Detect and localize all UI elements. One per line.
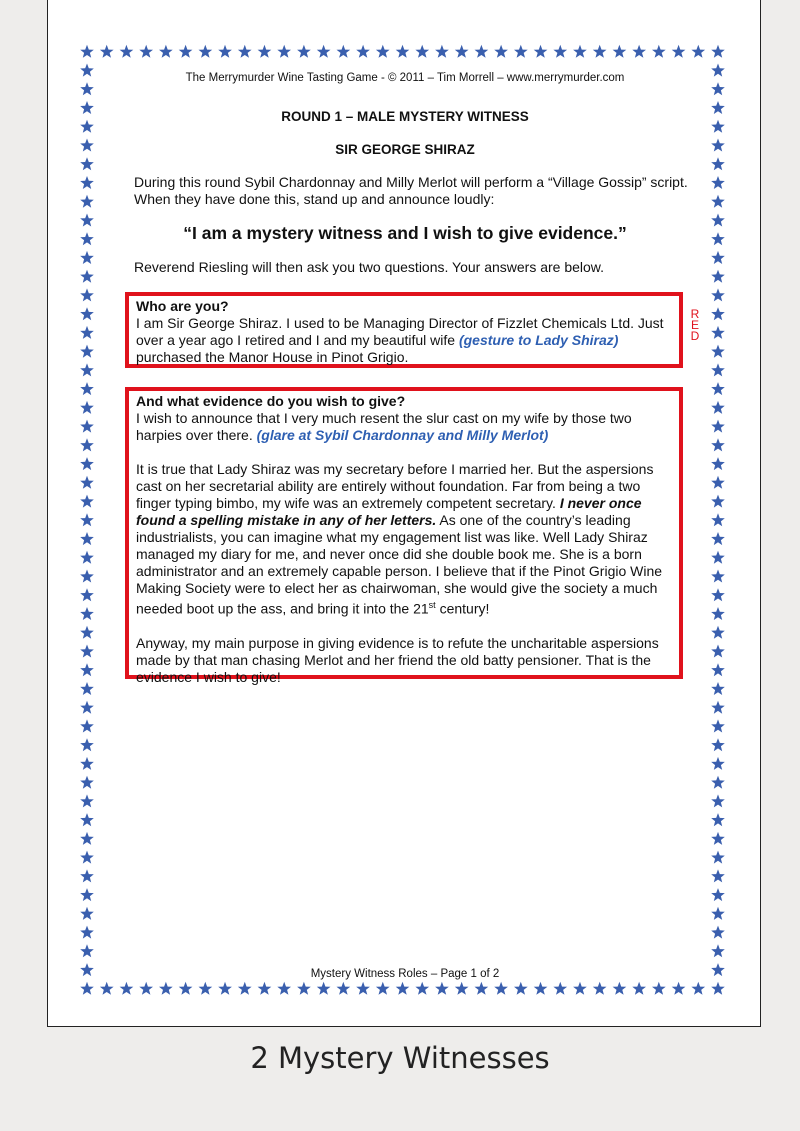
star-icon xyxy=(711,195,725,208)
star-icon xyxy=(711,701,725,714)
star-icon xyxy=(672,45,686,58)
star-icon xyxy=(672,982,686,995)
star-icon xyxy=(80,476,94,489)
star-icon xyxy=(356,982,370,995)
star-icon xyxy=(711,645,725,658)
star-icon xyxy=(80,907,94,920)
star-icon xyxy=(277,45,291,58)
star-icon xyxy=(396,45,410,58)
answer-who-are-you xyxy=(136,315,672,366)
star-icon xyxy=(80,513,94,526)
stage-direction: (glare at Sybil Chardonnay and Milly Merlot) xyxy=(256,427,549,443)
caption: 2 Mystery Witnesses xyxy=(250,1041,550,1075)
star-icon xyxy=(80,382,94,395)
star-icon xyxy=(297,982,311,995)
star-icon xyxy=(711,907,725,920)
star-icon xyxy=(356,45,370,58)
stage-direction: (gesture to Lady Shiraz) xyxy=(458,332,619,348)
star-icon xyxy=(80,345,94,358)
star-icon xyxy=(80,776,94,789)
star-icon xyxy=(553,45,567,58)
star-icon xyxy=(80,626,94,639)
star-icon xyxy=(80,251,94,264)
answer-text-end: purchased the Manor House in Pinot Grigio. xyxy=(136,349,409,365)
star-icon xyxy=(711,307,725,320)
star-icon xyxy=(199,982,213,995)
star-icon xyxy=(711,776,725,789)
star-icon xyxy=(376,45,390,58)
star-icon xyxy=(711,438,725,451)
star-icon xyxy=(80,588,94,601)
star-icon xyxy=(80,532,94,545)
star-icon xyxy=(415,982,429,995)
intro-paragraph: During this round Sybil Chardonnay and Milly Merlot will perform a “Village Gossip” script. When they have done this, stand up and announce loudly: xyxy=(134,174,688,207)
star-icon xyxy=(711,682,725,695)
star-icon xyxy=(711,45,725,58)
star-icon xyxy=(573,45,587,58)
star-icon xyxy=(179,982,193,995)
emphasis-text: I never once found a spelling mistake in any of her letters. xyxy=(136,495,642,528)
star-icon xyxy=(337,982,351,995)
star-icon xyxy=(80,757,94,770)
evidence-paragraph-2 xyxy=(136,461,672,618)
star-icon xyxy=(711,794,725,807)
round-title: ROUND 1 – MALE MYSTERY WITNESS xyxy=(281,109,529,124)
star-icon xyxy=(396,982,410,995)
evidence-text: It is true that Lady Shiraz was my secretary before I married her. But the aspersions cast on her secretarial ability are entirely without foundation. Far from being a two finger typing bimbo, my wife was an extremely competent secretary. xyxy=(136,461,654,511)
announcement-line: “I am a mystery witness and I wish to give evidence.” xyxy=(183,223,627,243)
star-icon xyxy=(80,288,94,301)
document-page xyxy=(47,0,761,1027)
star-icon xyxy=(80,551,94,564)
red-tag-letter: D xyxy=(690,329,700,343)
answer-text: I am Sir George Shiraz. I used to be Managing Director of Fizzlet Chemicals Ltd. Just over a year ago I retired and I and my beautiful wife xyxy=(136,315,664,348)
star-icon xyxy=(80,495,94,508)
star-icon xyxy=(80,869,94,882)
star-icon xyxy=(652,982,666,995)
star-icon xyxy=(613,982,627,995)
page-footer: Mystery Witness Roles – Page 1 of 2 xyxy=(310,968,500,980)
star-icon xyxy=(711,926,725,939)
red-tag-letter: E xyxy=(690,318,699,332)
star-icon xyxy=(494,45,508,58)
star-icon xyxy=(711,588,725,601)
star-icon xyxy=(475,982,489,995)
star-icon xyxy=(80,82,94,95)
star-icon xyxy=(613,45,627,58)
star-icon xyxy=(80,832,94,845)
star-icon xyxy=(120,45,134,58)
star-icon xyxy=(258,982,272,995)
star-icon xyxy=(494,982,508,995)
star-icon xyxy=(159,45,173,58)
star-icon xyxy=(435,982,449,995)
star-icon xyxy=(80,719,94,732)
star-icon xyxy=(258,45,272,58)
evidence-text: century! xyxy=(435,600,490,617)
star-icon xyxy=(711,813,725,826)
star-icon xyxy=(80,982,94,995)
star-icon xyxy=(573,982,587,995)
star-icon xyxy=(711,457,725,470)
star-icon xyxy=(553,982,567,995)
star-icon xyxy=(80,45,94,58)
star-icon xyxy=(711,869,725,882)
star-icon xyxy=(711,607,725,620)
star-icon xyxy=(711,82,725,95)
star-icon xyxy=(711,982,725,995)
star-icon xyxy=(711,551,725,564)
star-icon xyxy=(80,401,94,414)
star-icon xyxy=(317,45,331,58)
star-icon xyxy=(100,45,114,58)
star-icon xyxy=(80,663,94,676)
star-icon xyxy=(711,382,725,395)
star-icon xyxy=(80,176,94,189)
star-icon xyxy=(80,645,94,658)
star-icon xyxy=(80,363,94,376)
star-icon xyxy=(80,682,94,695)
character-name: SIR GEORGE SHIRAZ xyxy=(335,142,475,157)
star-icon xyxy=(711,532,725,545)
star-icon xyxy=(711,326,725,339)
star-icon xyxy=(435,45,449,58)
question-evidence: And what evidence do you wish to give? xyxy=(136,393,406,409)
star-icon xyxy=(691,45,705,58)
star-icon xyxy=(80,813,94,826)
evidence-box xyxy=(125,387,683,685)
star-icon xyxy=(80,888,94,901)
answers-intro: Reverend Riesling will then ask you two questions. Your answers are below. xyxy=(134,259,605,275)
star-icon xyxy=(376,982,390,995)
star-icon xyxy=(415,45,429,58)
superscript: st xyxy=(428,600,436,610)
star-icon xyxy=(711,495,725,508)
star-icon xyxy=(80,926,94,939)
star-icon xyxy=(337,45,351,58)
star-icon xyxy=(139,45,153,58)
star-icon xyxy=(120,982,134,995)
star-icon xyxy=(80,701,94,714)
star-icon xyxy=(711,251,725,264)
star-icon xyxy=(80,195,94,208)
star-icon xyxy=(632,982,646,995)
star-icon xyxy=(80,607,94,620)
star-icon xyxy=(534,45,548,58)
star-icon xyxy=(593,982,607,995)
who-are-you-box xyxy=(125,292,683,368)
star-icon xyxy=(199,45,213,58)
evidence-text: I wish to announce that I very much resent the slur cast on my wife by those two harpies over there. xyxy=(136,410,632,443)
star-icon xyxy=(80,457,94,470)
star-icon xyxy=(514,982,528,995)
star-icon xyxy=(711,176,725,189)
star-icon xyxy=(80,307,94,320)
star-icon xyxy=(277,982,291,995)
page-header: The Merrymurder Wine Tasting Game - © 2011 – Tim Morrell – www.merrymurder.com xyxy=(185,72,625,84)
star-icon xyxy=(179,45,193,58)
evidence-text: As one of the country’s leading industrialists, you can imagine what my engagement list was like. Well Lady Shiraz managed my diary for me, and never once did she double book me. She is a born administrator and an extremely capable person. I believe that if the Pinot Grigio Wine Making Society were to elect her as chairwoman, she would give the society a much needed boot up the ass, and bring it into the 21 xyxy=(136,512,663,617)
star-icon xyxy=(711,851,725,864)
star-icon xyxy=(711,626,725,639)
star-icon xyxy=(711,476,725,489)
star-icon xyxy=(80,157,94,170)
evidence-paragraph-3: Anyway, my main purpose in giving evidence is to refute the uncharitable aspersions made by that man chasing Merlot and her friend the old batty pensioner. That is the evidence I wish to give! xyxy=(136,634,659,685)
star-icon xyxy=(80,738,94,751)
star-icon xyxy=(297,45,311,58)
star-icon xyxy=(455,982,469,995)
star-icon xyxy=(80,944,94,957)
star-icon xyxy=(711,420,725,433)
star-icon xyxy=(711,345,725,358)
star-icon xyxy=(80,851,94,864)
star-icon xyxy=(711,663,725,676)
question-who-are-you: Who are you? xyxy=(136,298,229,314)
star-icon xyxy=(711,288,725,301)
star-icon xyxy=(80,570,94,583)
star-icon xyxy=(711,888,725,901)
star-icon xyxy=(80,270,94,283)
evidence-paragraph-1 xyxy=(136,410,672,444)
star-icon xyxy=(514,45,528,58)
star-icon xyxy=(652,45,666,58)
star-icon xyxy=(711,832,725,845)
star-icon xyxy=(80,420,94,433)
star-icon xyxy=(475,45,489,58)
star-icon xyxy=(711,719,725,732)
star-icon xyxy=(691,982,705,995)
star-icon xyxy=(80,326,94,339)
star-icon xyxy=(218,45,232,58)
star-icon xyxy=(534,982,548,995)
star-icon xyxy=(317,982,331,995)
star-icon xyxy=(238,45,252,58)
star-icon xyxy=(711,363,725,376)
star-icon xyxy=(139,982,153,995)
star-icon xyxy=(238,982,252,995)
star-icon xyxy=(711,944,725,957)
red-tag xyxy=(688,309,702,342)
star-icon xyxy=(711,401,725,414)
red-tag-letter: R xyxy=(690,307,700,321)
star-icon xyxy=(100,982,114,995)
star-icon xyxy=(711,157,725,170)
star-icon xyxy=(711,513,725,526)
star-icon xyxy=(632,45,646,58)
star-icon xyxy=(711,738,725,751)
star-icon xyxy=(593,45,607,58)
star-icon xyxy=(80,438,94,451)
star-icon xyxy=(159,982,173,995)
star-icon xyxy=(80,794,94,807)
star-icon xyxy=(711,270,725,283)
star-icon xyxy=(711,570,725,583)
star-icon xyxy=(218,982,232,995)
star-icon xyxy=(711,757,725,770)
star-icon xyxy=(455,45,469,58)
